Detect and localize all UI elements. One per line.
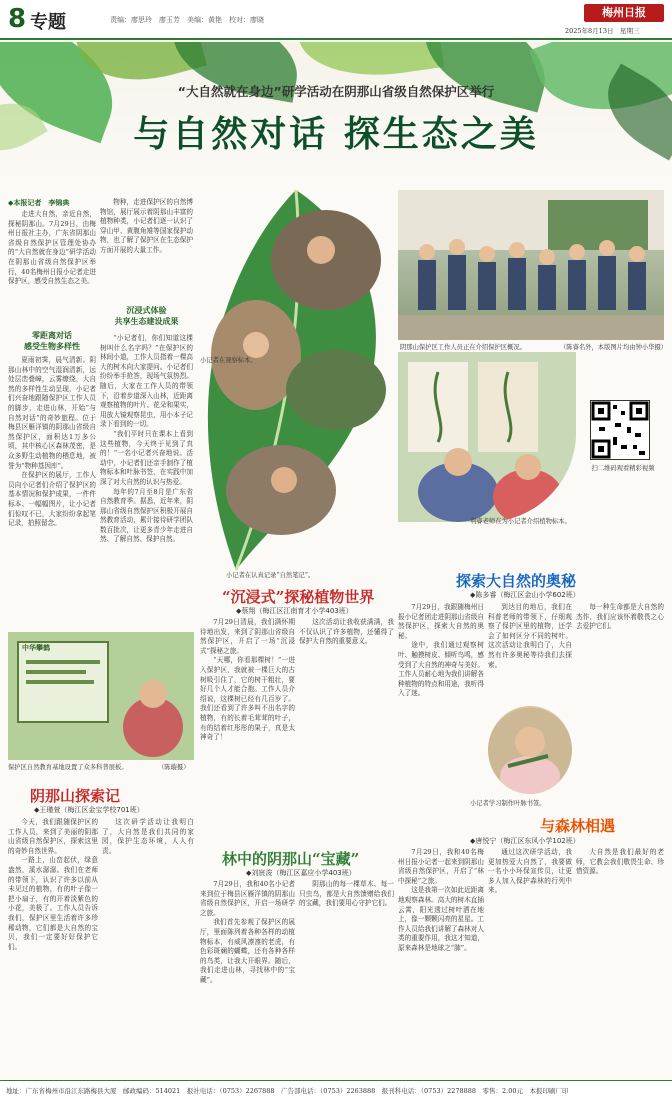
- caption-nature-notes: 小记者在认真记录“自然笔记”。: [226, 572, 315, 579]
- explore-col-2: 这次研学活动让我明白了，大自然是我们共同的家园，保护生态环境，人人有责。: [102, 818, 194, 855]
- board-title: 中华攀鹤: [22, 643, 50, 652]
- article-title-treasure: 林中的阴那山“宝藏”: [222, 850, 360, 868]
- section-title: 专题: [30, 12, 66, 33]
- credits: 责编：廖思玲 廖玉芳 美编：黄艳 校对：廖晓: [110, 16, 264, 24]
- forest-col-1: 7月29日，我和40名梅州日报小记者一起来到阴那山省级自然保护区，开启了“林中探秘”之旅。 这是我第一次如此近距离地观察森林。高大的树木直插云霄，阳光透过树叶洒在地上，像一颗颗闪亮的星星。工作人员给我们讲解了森林对人类的重要作用，我这才知道，原来森林是地球之“肺”。: [398, 848, 484, 952]
- page-header: [0, 0, 672, 40]
- article-title-explore: 阴那山探索记: [30, 787, 121, 805]
- banner-subtitle: “大自然就在身边”研学活动在阴那山省级自然保护区举行: [177, 84, 495, 99]
- caption-specimen: 小记者在观察标本。: [200, 357, 257, 364]
- article-byline-mystery: ◆陈多睿（梅江区金山小学602班）: [470, 591, 580, 599]
- explore-col-1: 今天，我们跟随保护区的工作人员，来到了美丽的阴那山省级自然保护区，探索这里的奇妙自然世界。 一路上，山峦起伏，绿意盎然，溪水潺潺。我们在老师的带领下，认识了许多以前从未见过的植物，有的叶子像一把小扇子，有的开着淡紫色的小花，美极了。工作人员告诉我们，保护区里生活着许多珍稀动物，它们都是大自然的宝贝，我们一定要好好保护它们。: [8, 818, 98, 951]
- mystery-col-3: 每一种生命都是大自然的杰作，我们应该怀着敬畏之心去爱护它们。: [576, 603, 664, 631]
- newspaper-logo: 梅州日报: [584, 4, 664, 22]
- issue-date: 2025年8月13日 星期三: [565, 27, 640, 35]
- forest-col-3: 大自然是我们最好的老师，它教会我们敬畏生命、珍惜资源。: [576, 848, 664, 876]
- mystery-col-1: 7月29日，我跟随梅州日报小记者团走进阴那山省级自然保护区，探索大自然的奥秘。 途中，我们通过观察树叶、触摸树皮、倾听鸟鸣，感受到了大自然的神奇与美好。工作人员耐心地为我们讲解各种植物的特点和用途，我听得入了迷。: [398, 603, 484, 698]
- mystery-col-2: 到达目的地后，我们在科普老师的带领下，仔细观察了保护区里的植物，还学会了如何区分不同的树叶。这次活动让我明白了，大自然有许多奥秘等待我们去探索。: [488, 603, 572, 669]
- article-byline-explore: ◆王瑾萱（梅江区金宝学校701班）: [34, 806, 144, 814]
- page-number: 8: [8, 4, 27, 34]
- caption-top-photo: 阴那山保护区工作人员正在介绍保护区概况。: [400, 344, 526, 351]
- article-title-immersive: “沉浸式”探秘植物世界: [222, 588, 375, 606]
- lead-paragraph-1: 走进大自然，亲近自然，探秘阴那山。7月29日，由梅州日报社主办，广东省阴那山省级自然保护区管理处协办的“大自然就在身边”研学活动在阴那山省级自然保护区举行，40名梅州日报小记者走进保护区，感受自然生态之美。: [8, 210, 96, 286]
- lead-byline: ◆本报记者 李锦典: [8, 199, 70, 207]
- qr-code[interactable]: [590, 400, 650, 460]
- leaf-bookmark-photo: [488, 706, 572, 794]
- lead-subheading-1: 零距离对话 感受生物多样性: [24, 330, 80, 351]
- article-byline-treasure: ◆刘宸浚（梅江区嘉应小学403班）: [246, 869, 356, 877]
- caption-teacher: 利睿老师在为小记者介绍植物标本。: [470, 518, 571, 525]
- caption-bookmark: 小记者学习制作叶脉书签。: [470, 800, 546, 807]
- mid-paragraph-2: “小记者们，你们知道这棵树叫什么名字吗？”在保护区的林间小道，工作人员指着一棵高大的树木向大家提问。小记者们纷纷举手抢答，现场气氛热烈。随后，大家在工作人员的带领下，沿着步道深入山林，近距离观察植物的叶片、花朵和果实，用放大镜观察昆虫，用小本子记录下看到的一切。 “我们平时只在课本上看到这些植物，今天终于见到了真的！”一名小记者兴奋地说。活动中，小记者们还亲手制作了植物标本和叶脉书签，在实践中加深了对大自然的认识与热爱。 每年的7月至8月是广东省自然教育季。据悉，近年来，阴那山省级自然保护区积极开展自然教育活动，累计接待研学团队数百批次，让更多青少年走进自然、了解自然、保护自然。: [100, 334, 193, 544]
- leaf-photo-collage: [196, 190, 396, 580]
- lead-paragraph-2: 夏雨初霁，晨气清新。阴那山林中的空气湿润清新，远处层峦叠嶂，云雾缭绕，大自然的多样性生动呈现，小记者们兴奋地跟随保护区工作人员的脚步，走进山林，开始“与自然对话”的奇妙旅程。位于梅县区雁洋镇的阴那山省级自然保护区，面积达1万多公顷，其中核心区森林茂密，是众多野生动植物的栖息地，被誉为“物种基因库”。 在保护区的展厅，工作人员向小记者们介绍了保护区的基本情况和保护成果，一件件标本、一幅幅图片，让小记者们惊叹不已，大家纷纷拿起笔记录，拍照留念。: [8, 356, 96, 528]
- top-right-photo: [398, 190, 664, 340]
- article-byline-immersive: ◆蔡翔（梅江区江南育才小学403班）: [236, 607, 353, 615]
- article-byline-forest: ◆唐悦宁（梅江区东风小学102班）: [470, 837, 580, 845]
- immersive-col-2: 这次活动让我收获满满，我不仅认识了许多植物，还懂得了保护大自然的重要意义。: [299, 618, 394, 646]
- qr-caption: 扫二维码观看精彩视频: [591, 465, 655, 472]
- leaf-decoration: [296, 42, 444, 86]
- mid-subheading: 沉浸式体验 共享生态建设成果: [114, 305, 179, 326]
- page-main-title: 与自然对话 探生态之美: [133, 113, 539, 155]
- treasure-col-1: 7月29日，我和40名小记者来到位于梅县区雁洋镇的阴那山省级自然保护区，开启一场研学之旅。 我们首先参观了保护区的展厅，里面陈列着各种各样的动植物标本，有威风凛凛的老虎，有色彩斑斓的蝴蝶，还有各种各样的鸟类，让我大开眼界。随后，我们走进山林，寻找林中的“宝藏”。: [200, 880, 295, 984]
- mid-paragraph-1: 物种，走进保护区的自然博物馆，展厅展示着阴那山丰富的植物种类，小记者们逐一认识了穿山甲、黄腹角雉等国家保护动物，也了解了保护区在生态保护方面开展的大量工作。: [100, 198, 193, 254]
- forest-col-2: 通过这次研学活动，我更加热爱大自然了，我要做一名小小环保宣传员，让更多人加入保护森林的行列中来。: [488, 848, 572, 895]
- article-title-forest: 与森林相遇: [540, 817, 616, 835]
- page-footer: 地址：广东省梅州市沿江东路梅县大厦 邮政编码：514021 报社电话：（0753）2267888 广告部电话：（0753）2263888 报刊科电话：（0753）2278888 零售：2.00元 本报印刷厂印: [0, 1080, 672, 1100]
- article-title-mystery: 探索大自然的奥秘: [456, 572, 577, 590]
- caption-board: 保护区自然教育基地设置了众多科普展板。: [8, 764, 128, 771]
- photo-credit: （陈睿名外，本版图片均由钟小华摄）: [560, 344, 668, 351]
- immersive-col-1: 7月29日清晨，我们满怀期待地出发，来到了阴那山省级自然保护区，开启了一场“沉浸式”探秘之旅。 “天哪，你看那棵树！”一进入保护区，我就被一棵巨大的古树吸引住了，它的树干粗壮，要好几个人才能合抱。工作人员介绍说，这棵树已经有几百岁了。我们还看到了许多叫不出名字的植物，有的长着毛茸茸的叶子，有的结着红彤彤的果子，真是太神奇了！: [200, 618, 295, 742]
- caption-board-credit: （陈璇摄）: [158, 764, 190, 771]
- specimen-photo: [398, 352, 576, 522]
- treasure-col-2: 阴那山的每一棵草木、每一只虫鸟，都是大自然馈赠给我们的宝藏，我们要用心守护它们。: [299, 880, 394, 908]
